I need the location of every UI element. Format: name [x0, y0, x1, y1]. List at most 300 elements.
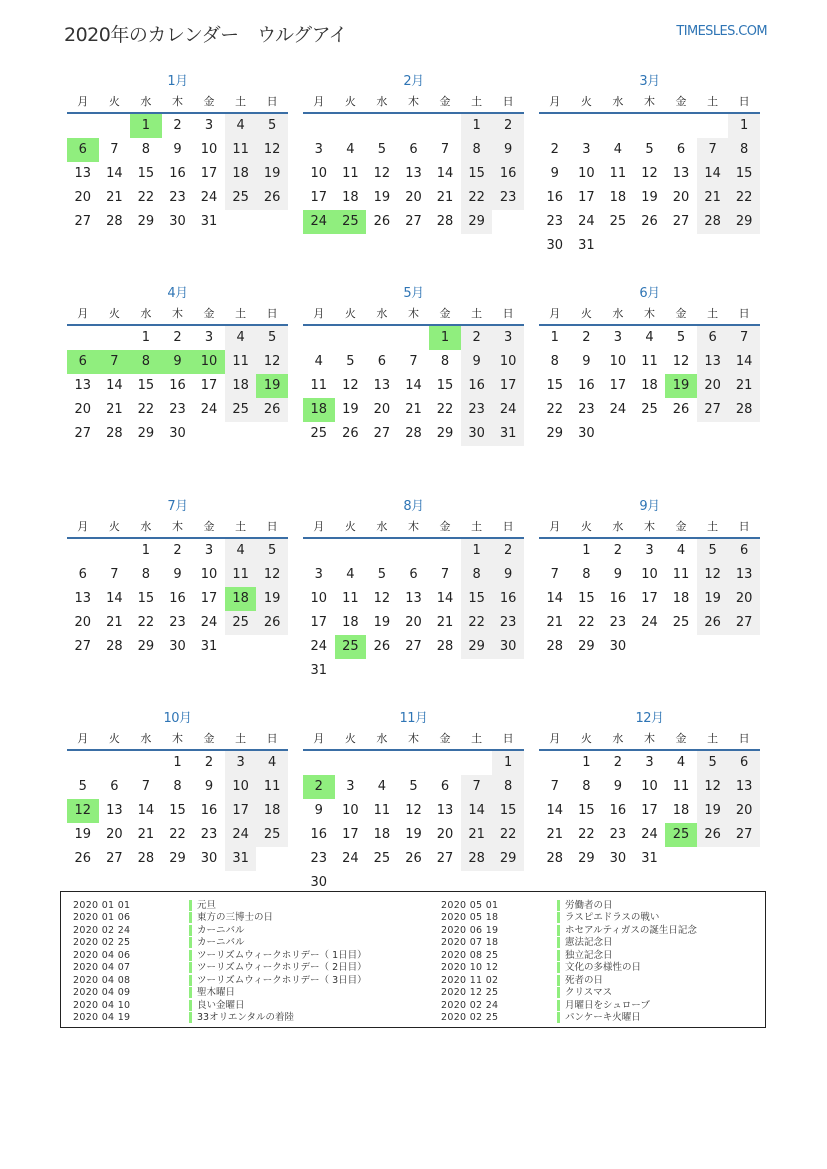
day-cell: 8 [173, 779, 182, 794]
holiday-day: 10 [193, 350, 225, 374]
day-cell: 7 [409, 354, 418, 369]
day-cell: 21 [546, 827, 564, 842]
weekday-label: 木 [643, 307, 655, 320]
day-cell: 28 [106, 214, 123, 229]
week-row [539, 563, 760, 587]
week-row [303, 635, 524, 659]
day-cell: 15 [436, 378, 454, 393]
day-cell: 17 [342, 827, 359, 842]
weekday-label: 日 [502, 732, 514, 745]
holiday-name: ツーリズムウィークホリデー（ 2日目） [189, 962, 367, 973]
holiday-row [441, 924, 697, 937]
day-cell: 15 [169, 803, 186, 818]
day-cell: 12 [641, 166, 658, 181]
day-cell: 19 [641, 190, 658, 205]
day-cell: 22 [137, 190, 155, 205]
holiday-row [73, 999, 367, 1012]
weekday-label: 日 [738, 307, 750, 320]
weekday-label: 火 [108, 732, 120, 745]
week-row [303, 326, 524, 350]
day-cell: 26 [256, 398, 288, 422]
weekday-label: 木 [171, 732, 183, 745]
day-cell: 11 [225, 350, 257, 374]
day-cell: 27 [74, 426, 92, 441]
holiday-row [73, 912, 367, 925]
weekday-label: 木 [407, 520, 419, 533]
week-row [67, 210, 288, 234]
month-3 [539, 72, 760, 258]
day-cell: 3 [613, 330, 623, 345]
holiday-name: カーニバル [189, 937, 245, 948]
weekday-label: 日 [266, 95, 278, 108]
weekday-header [67, 729, 288, 751]
day-cell: 13 [728, 775, 760, 799]
day-cell: 1 [461, 539, 493, 563]
holiday-date: 2020 07 18 [441, 937, 499, 949]
weekday-label: 土 [471, 307, 483, 320]
day-cell: 6 [110, 779, 119, 794]
empty-day [634, 114, 666, 138]
day-cell: 12 [373, 591, 391, 606]
day-cell: 6 [676, 142, 686, 157]
empty-day [99, 326, 131, 350]
weekday-label: 土 [471, 95, 483, 108]
week-row [67, 138, 288, 162]
day-cell: 6 [377, 354, 387, 369]
holiday-name: 死者の日 [557, 975, 603, 986]
holiday-row [73, 962, 367, 975]
holiday-date: 2020 04 08 [73, 974, 131, 986]
weekday-label: 土 [235, 95, 247, 108]
holiday-row [441, 949, 697, 962]
month-10 [67, 709, 288, 871]
holiday-row [441, 987, 697, 1000]
weekday-header [67, 304, 288, 326]
day-cell: 25 [225, 186, 257, 210]
day-cell: 25 [256, 823, 288, 847]
holiday-date: 2020 02 25 [73, 937, 131, 949]
empty-day [492, 210, 524, 234]
week-row [303, 751, 524, 775]
empty-day [398, 114, 430, 138]
empty-day [256, 210, 288, 234]
day-cell: 25 [672, 615, 690, 630]
weekday-header [67, 92, 288, 114]
empty-day [539, 539, 571, 563]
holiday-day: 18 [303, 398, 335, 422]
day-cell: 23 [169, 615, 186, 630]
holiday-day: 24 [303, 210, 335, 234]
day-cell: 1 [492, 751, 524, 775]
day-cell: 20 [697, 374, 729, 398]
day-cell: 12 [256, 350, 288, 374]
day-cell: 22 [137, 615, 155, 630]
day-cell: 7 [141, 779, 151, 794]
holiday-date: 2020 04 06 [73, 949, 131, 961]
day-cell: 29 [461, 210, 493, 234]
day-cell: 12 [405, 803, 422, 818]
day-cell: 2 [550, 142, 559, 157]
day-cell: 5 [676, 330, 686, 345]
weekday-label: 火 [108, 520, 120, 533]
day-cell: 28 [106, 426, 123, 441]
day-cell: 5 [697, 751, 729, 775]
day-cell: 26 [74, 851, 92, 866]
day-cell: 25 [641, 402, 658, 417]
week-row [303, 114, 524, 138]
week-row [303, 350, 524, 374]
week-row [303, 210, 524, 234]
day-cell: 22 [461, 611, 493, 635]
day-cell: 16 [461, 374, 493, 398]
day-cell: 14 [436, 591, 454, 606]
day-cell: 13 [405, 591, 422, 606]
day-cell: 3 [645, 543, 654, 558]
week-row [67, 775, 288, 799]
day-cell: 23 [492, 186, 524, 210]
empty-day [99, 114, 131, 138]
weekday-label: 金 [203, 95, 215, 108]
weekday-label: 月 [77, 520, 89, 533]
day-cell: 14 [546, 591, 564, 606]
weekday-label: 月 [313, 95, 325, 108]
day-cell: 31 [492, 422, 524, 446]
day-cell: 4 [346, 142, 355, 157]
week-row [539, 635, 760, 659]
day-cell: 18 [609, 190, 627, 205]
weekday-label: 金 [203, 307, 215, 320]
holiday-list-right [441, 899, 697, 1024]
day-cell: 3 [204, 330, 214, 345]
empty-day [366, 659, 398, 683]
weekday-label: 土 [471, 520, 483, 533]
day-cell: 20 [74, 615, 92, 630]
day-cell: 28 [728, 398, 760, 422]
day-cell: 10 [609, 354, 627, 369]
day-cell: 14 [106, 378, 123, 393]
empty-day [225, 635, 257, 659]
day-cell: 17 [225, 799, 257, 823]
day-cell: 3 [492, 326, 524, 350]
day-cell: 21 [546, 615, 564, 630]
weekday-label: 火 [344, 95, 356, 108]
holiday-day: 6 [67, 350, 99, 374]
day-cell: 23 [609, 615, 627, 630]
week-row [303, 186, 524, 210]
day-cell: 24 [310, 639, 328, 654]
day-cell: 5 [645, 142, 654, 157]
day-cell: 29 [137, 426, 155, 441]
day-cell: 16 [310, 827, 328, 842]
day-cell: 21 [106, 190, 123, 205]
empty-day [303, 114, 335, 138]
holiday-day: 19 [665, 374, 697, 398]
day-cell: 19 [373, 190, 391, 205]
holiday-row [73, 924, 367, 937]
empty-day [366, 114, 398, 138]
day-cell: 15 [461, 587, 493, 611]
empty-day [697, 847, 729, 871]
day-cell: 29 [137, 639, 155, 654]
day-cell: 26 [342, 426, 359, 441]
day-cell: 20 [436, 827, 454, 842]
day-cell: 21 [405, 402, 422, 417]
weekday-label: 水 [376, 95, 388, 108]
weekday-label: 木 [643, 95, 655, 108]
day-cell: 24 [492, 398, 524, 422]
weekday-label: 水 [140, 732, 152, 745]
day-cell: 28 [106, 639, 123, 654]
week-row [539, 138, 760, 162]
empty-day [728, 422, 760, 446]
day-cell: 30 [461, 422, 493, 446]
week-row [67, 539, 288, 563]
empty-day [256, 422, 288, 446]
day-cell: 19 [697, 799, 729, 823]
day-cell: 11 [342, 166, 359, 181]
week-row [67, 374, 288, 398]
day-cell: 25 [225, 398, 257, 422]
month-8 [303, 497, 524, 683]
weekday-label: 月 [549, 95, 561, 108]
day-cell: 26 [672, 402, 690, 417]
week-row [303, 162, 524, 186]
week-row [539, 234, 760, 258]
empty-day [99, 751, 131, 775]
month-title: 6月 [639, 286, 660, 301]
empty-day [335, 114, 367, 138]
empty-day [571, 114, 603, 138]
month-title: 8月 [403, 499, 424, 514]
holiday-date: 2020 04 07 [73, 962, 131, 974]
day-cell: 9 [550, 166, 559, 181]
day-cell: 30 [169, 426, 186, 441]
empty-day [602, 114, 634, 138]
day-cell: 16 [546, 190, 564, 205]
empty-day [303, 539, 335, 563]
day-cell: 24 [200, 190, 218, 205]
empty-day [303, 326, 335, 350]
month-12 [539, 709, 760, 871]
empty-day [665, 635, 697, 659]
week-row [539, 162, 760, 186]
day-cell: 27 [373, 426, 391, 441]
week-row [67, 847, 288, 871]
weekday-header [303, 92, 524, 114]
empty-day [67, 114, 99, 138]
day-cell: 1 [582, 543, 591, 558]
empty-day [398, 751, 430, 775]
holiday-list-left [73, 899, 367, 1024]
day-cell: 16 [578, 378, 595, 393]
week-row [303, 823, 524, 847]
weekday-label: 水 [612, 520, 624, 533]
week-row [539, 539, 760, 563]
day-cell: 15 [137, 378, 155, 393]
day-cell: 22 [578, 615, 595, 630]
weekday-label: 土 [707, 95, 719, 108]
day-cell: 5 [78, 779, 87, 794]
day-cell: 16 [609, 591, 627, 606]
holiday-day: 1 [130, 114, 162, 138]
day-cell: 1 [582, 755, 591, 770]
day-cell: 27 [728, 823, 760, 847]
weekday-label: 水 [140, 520, 152, 533]
holiday-date: 2020 02 25 [441, 1012, 499, 1024]
empty-day [335, 326, 367, 350]
holiday-day: 9 [162, 350, 194, 374]
day-cell: 23 [609, 827, 627, 842]
day-cell: 16 [169, 591, 186, 606]
day-cell: 8 [141, 567, 151, 582]
day-cell: 16 [492, 587, 524, 611]
day-cell: 21 [728, 374, 760, 398]
holiday-date: 2020 11 02 [441, 974, 499, 986]
month-title: 1月 [167, 74, 188, 89]
weekday-header [67, 517, 288, 539]
holiday-name: ツーリズムウィークホリデー（ 1日目） [189, 950, 367, 961]
empty-day [398, 539, 430, 563]
day-cell: 25 [609, 214, 627, 229]
day-cell: 28 [546, 639, 564, 654]
day-cell: 18 [641, 378, 658, 393]
day-cell: 9 [582, 354, 591, 369]
week-row [67, 587, 288, 611]
day-cell: 16 [169, 378, 186, 393]
day-cell: 5 [256, 114, 288, 138]
empty-day [429, 751, 461, 775]
day-cell: 17 [310, 190, 328, 205]
holiday-row [441, 1012, 697, 1025]
day-cell: 13 [373, 378, 391, 393]
holiday-row [73, 899, 367, 912]
day-cell: 5 [377, 567, 387, 582]
day-cell: 1 [550, 330, 559, 345]
day-cell: 29 [546, 426, 564, 441]
day-cell: 11 [342, 591, 359, 606]
weekday-label: 火 [580, 307, 592, 320]
day-cell: 19 [256, 587, 288, 611]
site-link[interactable]: TIMESLES.COM [676, 24, 767, 39]
day-cell: 26 [373, 639, 391, 654]
day-cell: 15 [137, 591, 155, 606]
day-cell: 1 [728, 114, 760, 138]
holiday-name: 文化の多様性の日 [557, 962, 641, 973]
day-cell: 30 [609, 851, 627, 866]
weekday-header [539, 729, 760, 751]
day-cell: 13 [405, 166, 422, 181]
day-cell: 8 [440, 354, 450, 369]
holiday-row [73, 949, 367, 962]
weekday-label: 火 [108, 95, 120, 108]
weekday-label: 金 [203, 732, 215, 745]
day-cell: 19 [256, 162, 288, 186]
day-cell: 7 [550, 567, 559, 582]
holiday-name: ラスピエドラスの戦い [557, 912, 659, 923]
day-cell: 30 [578, 426, 595, 441]
day-cell: 28 [546, 851, 564, 866]
day-cell: 22 [169, 827, 186, 842]
day-cell: 10 [225, 775, 257, 799]
day-cell: 15 [578, 591, 595, 606]
weekday-label: 土 [471, 732, 483, 745]
day-cell: 27 [697, 398, 729, 422]
weekday-header [303, 304, 524, 326]
empty-day [665, 847, 697, 871]
day-cell: 21 [106, 615, 123, 630]
day-cell: 2 [173, 118, 182, 133]
day-cell: 17 [641, 803, 658, 818]
holiday-day: 19 [256, 374, 288, 398]
day-cell: 23 [461, 398, 493, 422]
empty-day [728, 847, 760, 871]
weekday-label: 金 [439, 95, 451, 108]
day-cell: 8 [550, 354, 559, 369]
empty-day [193, 422, 225, 446]
day-cell: 8 [582, 567, 591, 582]
week-row [67, 799, 288, 823]
day-cell: 25 [373, 851, 391, 866]
empty-day [366, 751, 398, 775]
day-cell: 11 [256, 775, 288, 799]
day-cell: 17 [310, 615, 328, 630]
day-cell: 1 [141, 330, 151, 345]
day-cell: 23 [169, 190, 186, 205]
holiday-date: 2020 12 25 [441, 987, 499, 999]
weekday-label: 木 [171, 307, 183, 320]
week-row [303, 422, 524, 446]
day-cell: 5 [377, 142, 387, 157]
weekday-label: 月 [313, 732, 325, 745]
day-cell: 12 [697, 775, 729, 799]
day-cell: 30 [200, 851, 218, 866]
day-cell: 3 [314, 567, 323, 582]
week-row [539, 398, 760, 422]
empty-day [67, 751, 99, 775]
day-cell: 13 [74, 591, 92, 606]
month-title: 4月 [167, 286, 188, 301]
weekday-label: 日 [502, 307, 514, 320]
day-cell: 7 [697, 138, 729, 162]
day-cell: 16 [609, 803, 627, 818]
weekday-label: 月 [313, 307, 325, 320]
day-cell: 14 [106, 591, 123, 606]
day-cell: 11 [310, 378, 328, 393]
day-cell: 1 [141, 543, 151, 558]
day-cell: 24 [578, 214, 595, 229]
empty-day [429, 539, 461, 563]
day-cell: 4 [377, 779, 387, 794]
holiday-name: 良い金曜日 [189, 1000, 245, 1011]
month-5 [303, 284, 524, 446]
day-cell: 12 [672, 354, 690, 369]
day-cell: 11 [225, 138, 257, 162]
day-cell: 16 [169, 166, 186, 181]
week-row [303, 799, 524, 823]
weekday-header [539, 517, 760, 539]
day-cell: 14 [546, 803, 564, 818]
day-cell: 31 [200, 214, 218, 229]
weekday-header [539, 304, 760, 326]
week-row [539, 422, 760, 446]
day-cell: 4 [613, 142, 623, 157]
day-cell: 6 [440, 779, 450, 794]
month-title: 10月 [163, 711, 192, 726]
holiday-date: 2020 10 12 [441, 962, 499, 974]
weekday-header [303, 517, 524, 539]
week-row [67, 823, 288, 847]
holiday-day: 6 [67, 138, 99, 162]
